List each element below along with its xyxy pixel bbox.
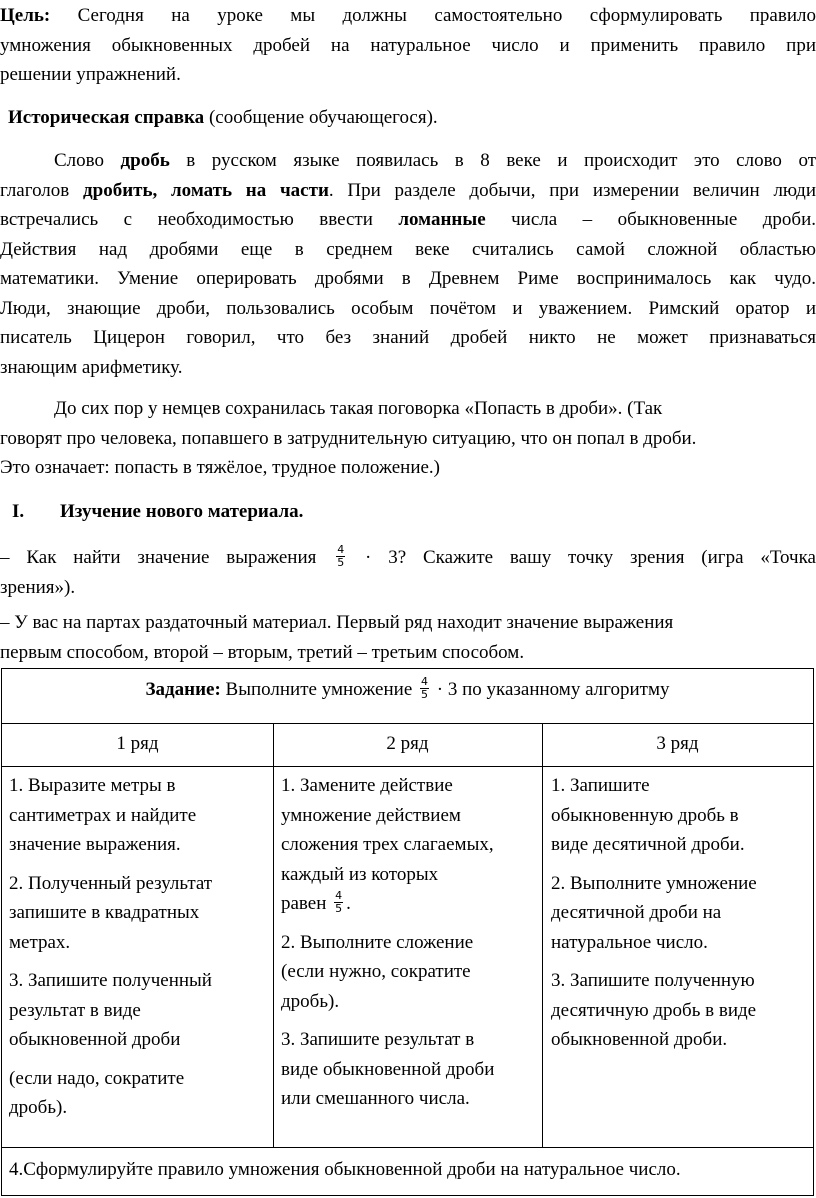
col-2-step-2-line-3: дробь). <box>281 990 340 1012</box>
handout-paragraph <box>0 608 816 667</box>
table-col-rule-1 <box>273 723 274 1147</box>
col-1-step-1 <box>9 771 269 860</box>
col-1-step-2-line-2: запишите в квадратных <box>9 902 200 923</box>
table-rule-2 <box>2 766 813 767</box>
story-text-4: . При разделе добычи, при измерении величин люди <box>328 179 816 201</box>
table-col-rule-2 <box>542 723 543 1147</box>
story-line-6: Люди, знающие дроби, пользовались особым почётом и уважением. Римский оратор и <box>0 297 816 319</box>
col-2-step-2 <box>281 928 539 1017</box>
handout-line-1: – У вас на партах раздаточный материал. Первый ряд находит значение выражения <box>0 612 674 633</box>
task-header <box>2 675 813 705</box>
col-3-step-1-line-2: обыкновенную дробь в <box>551 804 739 826</box>
story-word-lomannye: ломанные <box>398 209 486 230</box>
col-2-step-1-line-4: каждый из которых <box>281 863 439 885</box>
story-word-drobit: дробить, ломать на части <box>83 179 329 201</box>
saying-line-1: До сих пор у немцев сохранилась такая поговорка «Попасть в дроби». (Так <box>54 398 663 419</box>
col-1-step-2-line-1: 2. Полученный результат <box>9 872 213 894</box>
fraction-numerator: 4 <box>337 543 345 557</box>
col-1-step-1-line-1: 1. Выразите метры в <box>9 775 176 796</box>
fraction-four-fifths <box>336 544 345 569</box>
goal-line-2: умножения обыкновенных дробей на натуральное число и применить правило при <box>0 34 816 56</box>
task-after: · 3 по указанному алгоритму <box>432 679 670 700</box>
story-text-6: числа – обыкновенные дроби. <box>485 209 816 230</box>
section-title: Изучение нового материала. <box>60 501 304 522</box>
col-1-note <box>9 1064 269 1123</box>
goal-label: Цель: <box>0 5 51 26</box>
col-2-step-3-line-1: 3. Запишите результат в <box>281 1029 475 1050</box>
col-3-header: 3 ряд <box>656 733 699 754</box>
goal-paragraph <box>0 1 816 90</box>
story-text-5: встречались с необходимостью ввести <box>0 209 399 230</box>
task-before: Выполните умножение <box>220 679 418 700</box>
task-fraction-denominator: 5 <box>421 688 429 702</box>
col-3-step-2-line-2: десятичной дроби на <box>551 902 722 923</box>
col-3-content <box>551 771 809 1055</box>
task-label: Задание: <box>145 679 221 700</box>
col-2-step-2-line-2: (если нужно, сократите <box>281 961 471 982</box>
col-2-step-1 <box>281 771 539 919</box>
col-3-step-3-line-2: десятичную дробь в виде <box>551 999 757 1021</box>
question-line-2: зрения»). <box>0 576 76 598</box>
goal-line-1: Сегодня на уроке мы должны самостоятельно сформулировать правило <box>50 5 816 26</box>
col-3-step-3-line-1: 3. Запишите полученную <box>551 970 755 991</box>
story-text-1: Слово <box>54 150 121 171</box>
col-1-note-line-2: дробь). <box>9 1097 68 1118</box>
goal-line-3: решении упражнений. <box>0 64 181 85</box>
col-3-step-3-line-3: обыкновенной дроби. <box>551 1029 728 1050</box>
col-1-note-line-1: (если надо, сократите <box>9 1067 185 1089</box>
story-text-3: глаголов <box>0 179 84 201</box>
history-heading <box>8 103 816 133</box>
col-2-step-1-line-5 <box>281 889 539 919</box>
col-3-step-1-line-1: 1. Запишите <box>551 775 650 796</box>
col-2-step-1-line-2: умножение действием <box>281 804 461 826</box>
col-2-step-1-end: . <box>346 893 351 914</box>
col-2-step-3-line-3: или смешанного числа. <box>281 1088 470 1109</box>
task-fraction-numerator: 4 <box>421 675 429 689</box>
saying-line-3: Это означает: попасть в тяжёлое, трудное положение.) <box>0 457 441 478</box>
col-2-fraction <box>334 890 343 915</box>
story-line-8: знающим арифметику. <box>0 356 183 378</box>
col-1-step-3 <box>9 966 269 1055</box>
col-1-step-2 <box>9 869 269 958</box>
col-1-step-1-line-2: сантиметрах и найдите <box>9 804 197 826</box>
question-paragraph <box>0 543 816 602</box>
saying-line-2: говорят про человека, попавшего в затруднительную ситуацию, что он попал в дроби. <box>0 427 697 449</box>
col-3-step-1 <box>551 771 809 860</box>
question-after: · 3? Скажите вашу точку зрения (игра «Точка <box>348 547 816 568</box>
story-word-drob: дробь <box>120 150 170 171</box>
table-rule-1 <box>2 723 813 724</box>
col-1-content <box>9 771 269 1123</box>
col-2-fraction-denominator: 5 <box>335 902 343 916</box>
table-footer: 4.Сформулируйте правило умножения обыкновенной дроби на натуральное число. <box>9 1159 681 1180</box>
handout-line-2: первым способом, второй – вторым, третий – третьим способом. <box>0 641 525 663</box>
col-3-step-2 <box>551 869 809 958</box>
history-note: (сообщение обучающегося). <box>204 107 438 128</box>
col-2-step-2-line-1: 2. Выполните сложение <box>281 931 474 953</box>
col-2-step-1-line-3: сложения трех слагаемых, <box>281 834 494 855</box>
fraction-denominator: 5 <box>337 556 345 570</box>
story-line-4: Действия над дробями еще в среднем веке считались самой сложной областью <box>0 238 816 260</box>
task-table <box>1 668 814 1196</box>
story-text-2: в русском языке появилась в 8 веке и происходит это слово от <box>169 150 816 171</box>
saying-paragraph <box>0 394 816 483</box>
col-2-content <box>281 771 539 1114</box>
col-3-step-2-line-1: 2. Выполните умножение <box>551 872 757 894</box>
col-2-step-1-line-1: 1. Замените действие <box>281 775 453 796</box>
col-2-fraction-numerator: 4 <box>335 889 343 903</box>
col-2-step-3-line-2: виде обыкновенной дроби <box>281 1058 495 1080</box>
story-line-7: писатель Цицерон говорил, что без знаний дробей никто не может признаваться <box>0 327 816 348</box>
col-3-step-3 <box>551 966 809 1055</box>
table-rule-3 <box>2 1147 813 1148</box>
story-line-5: математики. Умение оперировать дробями в Древнем Риме воспринималось как чудо. <box>0 268 816 289</box>
col-1-step-3-line-1: 3. Запишите полученный <box>9 970 212 991</box>
question-before: – Как найти значение выражения <box>0 547 334 568</box>
col-1-step-3-line-2: результат в виде <box>9 999 141 1021</box>
history-label: Историческая справка <box>8 107 205 128</box>
story-paragraph <box>0 146 816 382</box>
col-1-step-3-line-3: обыкновенной дроби <box>9 1029 181 1050</box>
task-fraction <box>420 676 429 701</box>
col-3-step-1-line-3: виде десятичной дроби. <box>551 834 745 855</box>
section-number: I. <box>12 501 25 522</box>
col-2-header: 2 ряд <box>386 733 429 754</box>
col-2-step-3 <box>281 1025 539 1114</box>
col-1-step-2-line-3: метрах. <box>9 931 71 953</box>
col-1-step-1-line-3: значение выражения. <box>9 834 181 855</box>
col-1-header: 1 ряд <box>116 733 159 754</box>
col-2-step-1-ravno: равен <box>281 893 332 914</box>
col-3-step-2-line-3: натуральное число. <box>551 931 708 953</box>
